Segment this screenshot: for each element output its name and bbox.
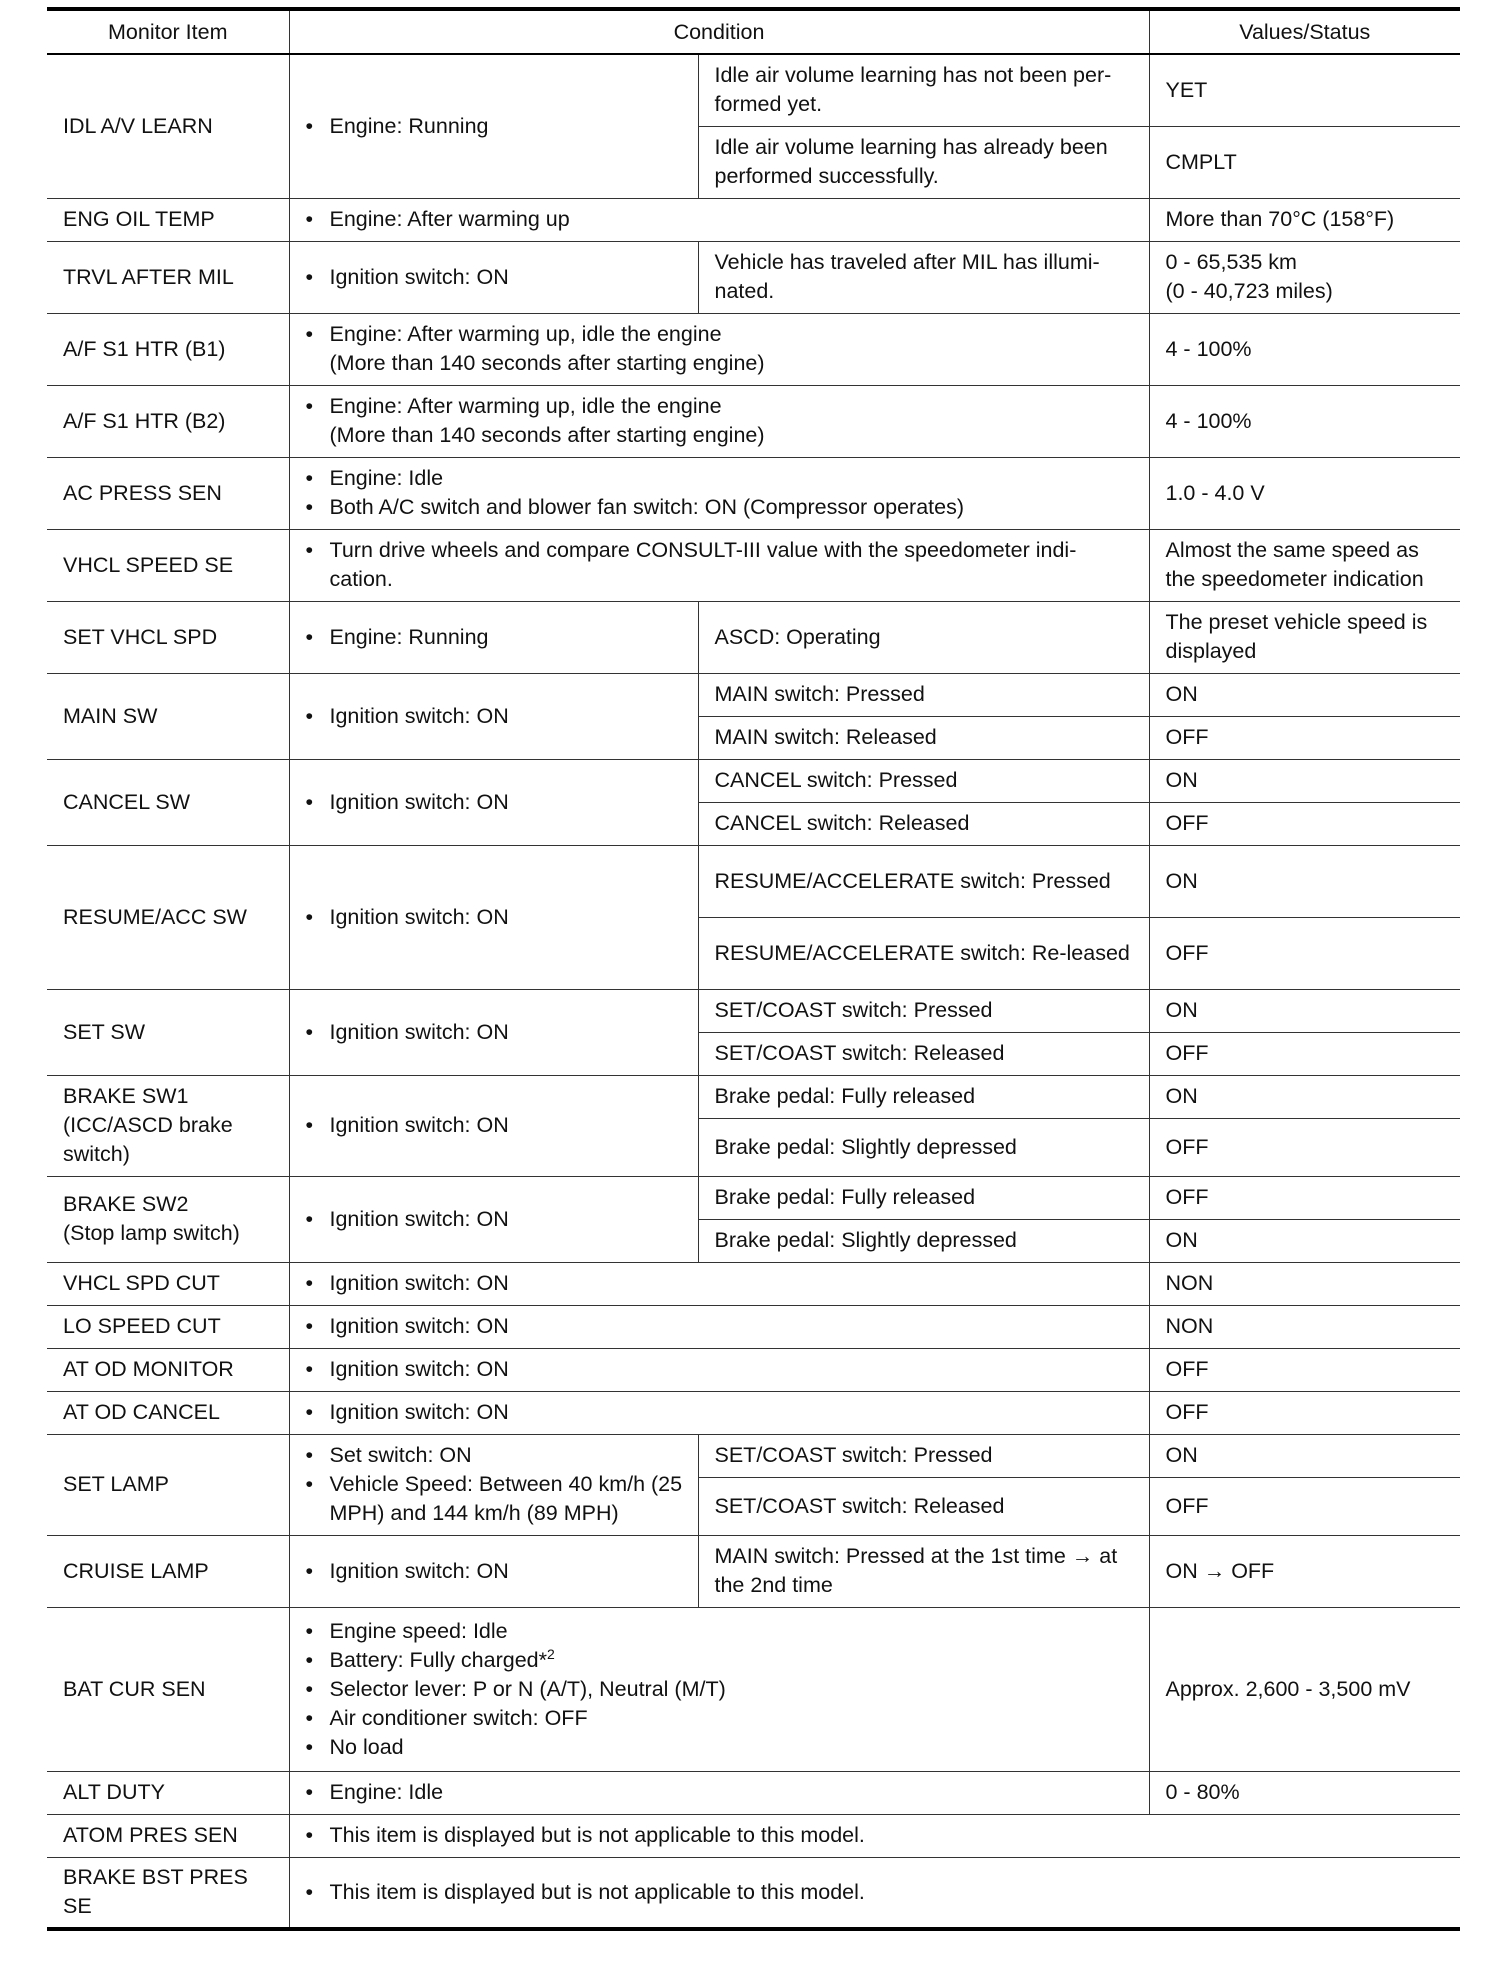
table-row [47,1305,1460,1348]
condition-bullet: • Engine speed: Idle [306,1617,1139,1646]
sub-condition-cell: MAIN switch: Pressed [698,673,1149,716]
sub-condition-cell: Brake pedal: Slightly depressed [698,1118,1149,1176]
condition-bullet: • Turn drive wheels and compare CONSULT-III value with the speedometer indi-cation. [306,536,1139,594]
value-cell [1149,241,1460,313]
monitor-item-cell: VHCL SPD CUT [47,1262,289,1305]
condition-cell [289,1434,698,1535]
sub-condition-cell: MAIN switch: Released [698,716,1149,759]
condition-bullet: • Ignition switch: ON [306,1269,1139,1298]
condition-bullet: • Vehicle Speed: Between 40 km/h (25 MPH) and 144 km/h (89 MPH) [306,1470,688,1528]
table-row [47,241,1460,313]
value-cell: 4 - 100% [1149,313,1460,385]
monitor-item-cell: AT OD CANCEL [47,1391,289,1434]
value-cell: ON [1149,1219,1460,1262]
monitor-item-cell: AC PRESS SEN [47,457,289,529]
value-cell: OFF [1149,1348,1460,1391]
condition-cell [289,759,698,845]
table-row [47,198,1460,241]
monitor-item-cell: ATOM PRES SEN [47,1814,289,1857]
table-row [47,601,1460,673]
condition-cell [289,1391,1149,1434]
table-row [47,1176,1460,1219]
condition-bullet: • This item is displayed but is not applicable to this model. [306,1878,1451,1907]
value-cell: ON [1149,759,1460,802]
sub-condition-cell: RESUME/ACCELERATE switch: Re-leased [698,917,1149,989]
monitor-item-cell: MAIN SW [47,673,289,759]
item-line: BRAKE SW2 [63,1192,189,1216]
table-row [47,1262,1460,1305]
condition-bullet: • Engine: After warming up [306,205,1139,234]
condition-cell [289,241,698,313]
table-row [47,1434,1460,1477]
monitor-item-cell: LO SPEED CUT [47,1305,289,1348]
table-row [47,989,1460,1032]
condition-cell [289,385,1149,457]
sub-condition-cell: CANCEL switch: Released [698,802,1149,845]
monitor-item-cell: TRVL AFTER MIL [47,241,289,313]
monitor-item-cell: SET LAMP [47,1434,289,1535]
value-cell: OFF [1149,716,1460,759]
condition-bullet: • Air conditioner switch: OFF [306,1704,1139,1733]
sub-condition-cell: MAIN switch: Pressed at the 1st time → at the 2nd time [698,1535,1149,1607]
value-cell: NON [1149,1305,1460,1348]
table-row [47,1075,1460,1118]
value-cell: OFF [1149,1032,1460,1075]
sub-condition-cell: SET/COAST switch: Pressed [698,1434,1149,1477]
value-cell: The preset vehicle speed is displayed [1149,601,1460,673]
value-cell: OFF [1149,1176,1460,1219]
table-row [47,1535,1460,1607]
monitor-item-cell: SET SW [47,989,289,1075]
sub-condition-cell: SET/COAST switch: Released [698,1032,1149,1075]
sub-condition-cell: RESUME/ACCELERATE switch: Pressed [698,845,1149,917]
table-row [47,54,1460,126]
value-cell: 0 - 80% [1149,1771,1460,1814]
table-row [47,673,1460,716]
condition-bullet: • Ignition switch: ON [306,1111,688,1140]
value-cell: OFF [1149,1477,1460,1535]
condition-cell [289,1348,1149,1391]
value-line: 0 - 65,535 km [1165,250,1297,274]
table-row [47,1857,1460,1929]
condition-cell [289,1535,698,1607]
condition-bullet: • Engine: Idle [306,1778,1139,1807]
condition-bullet [306,392,1139,450]
monitor-item-cell: RESUME/ACC SW [47,845,289,989]
condition-bullet: • Ignition switch: ON [306,1398,1139,1427]
condition-bullet [306,320,1139,378]
condition-bullet: • Ignition switch: ON [306,1312,1139,1341]
value-cell: NON [1149,1262,1460,1305]
condition-cell [289,54,698,198]
monitor-item-cell: CRUISE LAMP [47,1535,289,1607]
condition-cell [289,1262,1149,1305]
condition-cell [289,673,698,759]
table-row [47,1607,1460,1771]
condition-bullet: • No load [306,1733,1139,1762]
condition-cell [289,1771,1149,1814]
condition-bullet: • Set switch: ON [306,1441,688,1470]
item-line: (Stop lamp switch) [63,1221,240,1245]
value-cell: More than 70°C (158°F) [1149,198,1460,241]
table-row [47,845,1460,917]
sub-condition-cell: Brake pedal: Slightly depressed [698,1219,1149,1262]
table-row [47,457,1460,529]
condition-cell [289,1305,1149,1348]
value-cell: OFF [1149,917,1460,989]
condition-bullet: • Ignition switch: ON [306,1205,688,1234]
monitor-item-cell: BRAKE BST PRES SE [47,1857,289,1929]
condition-bullet: • This item is displayed but is not applicable to this model. [306,1821,1451,1850]
table-row [47,1348,1460,1391]
value-cell: ON [1149,845,1460,917]
condition-cell [289,313,1149,385]
condition-bullet: • Ignition switch: ON [306,702,688,731]
condition-bullet: • Engine: Running [306,623,688,652]
condition-bullet: • Ignition switch: ON [306,903,688,932]
monitor-item-cell: A/F S1 HTR (B2) [47,385,289,457]
value-cell: ON [1149,673,1460,716]
table-row [47,313,1460,385]
monitor-item-cell: IDL A/V LEARN [47,54,289,198]
condition-line: (More than 140 seconds after starting engine) [329,423,765,447]
sub-condition-cell: SET/COAST switch: Released [698,1477,1149,1535]
value-cell: Almost the same speed as the speedometer indication [1149,529,1460,601]
monitor-item-cell [47,1075,289,1176]
condition-cell [289,529,1149,601]
monitor-item-cell: CANCEL SW [47,759,289,845]
value-cell: OFF [1149,1118,1460,1176]
table-row [47,1391,1460,1434]
monitor-item-cell [47,1176,289,1262]
condition-bullet: • Ignition switch: ON [306,263,688,292]
table-header-row [47,9,1460,54]
monitor-item-cell: BAT CUR SEN [47,1607,289,1771]
item-line: (ICC/ASCD brake switch) [63,1113,233,1166]
value-cell: ON [1149,1434,1460,1477]
condition-line: (More than 140 seconds after starting engine) [329,351,765,375]
monitor-item-cell: ENG OIL TEMP [47,198,289,241]
condition-cell [289,601,698,673]
monitor-item-cell: ALT DUTY [47,1771,289,1814]
monitor-item-cell: AT OD MONITOR [47,1348,289,1391]
table-row [47,529,1460,601]
sub-condition-cell: ASCD: Operating [698,601,1149,673]
value-cell: Approx. 2,600 - 3,500 mV [1149,1607,1460,1771]
table-row [47,1814,1460,1857]
sub-condition-cell: Idle air volume learning has already been performed successfully. [698,126,1149,198]
condition-bullet [306,1646,1139,1675]
header-monitor-item: Monitor Item [47,9,289,54]
condition-bullet: • Ignition switch: ON [306,1355,1139,1384]
value-cell: ON → OFF [1149,1535,1460,1607]
condition-cell [289,845,698,989]
item-line: BRAKE SW1 [63,1084,189,1108]
value-cell: ON [1149,989,1460,1032]
condition-line: • Engine: After warming up, idle the engine [329,394,722,418]
condition-bullet: • Selector lever: P or N (A/T), Neutral (M/T) [306,1675,1139,1704]
condition-cell [289,1075,698,1176]
monitor-item-spec-table [47,7,1460,1931]
header-values-status: Values/Status [1149,9,1460,54]
condition-bullet: • Both A/C switch and blower fan switch: ON (Compressor operates) [306,493,1139,522]
condition-bullet: • Engine: Running [306,112,688,141]
condition-cell [289,1176,698,1262]
condition-cell [289,457,1149,529]
table-row [47,385,1460,457]
table-row [47,759,1460,802]
footnote-mark: 2 [547,1645,555,1662]
sub-condition-cell: SET/COAST switch: Pressed [698,989,1149,1032]
value-cell: OFF [1149,802,1460,845]
condition-cell [289,198,1149,241]
value-line: (0 - 40,723 miles) [1165,279,1333,303]
table-row [47,1771,1460,1814]
sub-condition-cell: Brake pedal: Fully released [698,1075,1149,1118]
sub-condition-cell: Idle air volume learning has not been per-formed yet. [698,54,1149,126]
condition-bullet: • Engine: Idle [306,464,1139,493]
value-cell: YET [1149,54,1460,126]
condition-bullet: • Ignition switch: ON [306,1018,688,1047]
value-cell: OFF [1149,1391,1460,1434]
condition-cell [289,989,698,1075]
condition-bullet: • Ignition switch: ON [306,1557,688,1586]
monitor-item-cell: A/F S1 HTR (B1) [47,313,289,385]
value-cell: 1.0 - 4.0 V [1149,457,1460,529]
header-condition: Condition [289,9,1149,54]
monitor-item-cell: VHCL SPEED SE [47,529,289,601]
value-cell: ON [1149,1075,1460,1118]
condition-cell [289,1607,1149,1771]
value-cell: CMPLT [1149,126,1460,198]
sub-condition-cell: Vehicle has traveled after MIL has illumi-nated. [698,241,1149,313]
monitor-item-cell: SET VHCL SPD [47,601,289,673]
condition-text: Battery: Fully charged* [329,1647,547,1672]
condition-bullet: • Ignition switch: ON [306,788,688,817]
condition-cell [289,1814,1460,1857]
sub-condition-cell: CANCEL switch: Pressed [698,759,1149,802]
value-cell: 4 - 100% [1149,385,1460,457]
condition-line: • Engine: After warming up, idle the engine [329,322,722,346]
sub-condition-cell: Brake pedal: Fully released [698,1176,1149,1219]
condition-cell [289,1857,1460,1929]
